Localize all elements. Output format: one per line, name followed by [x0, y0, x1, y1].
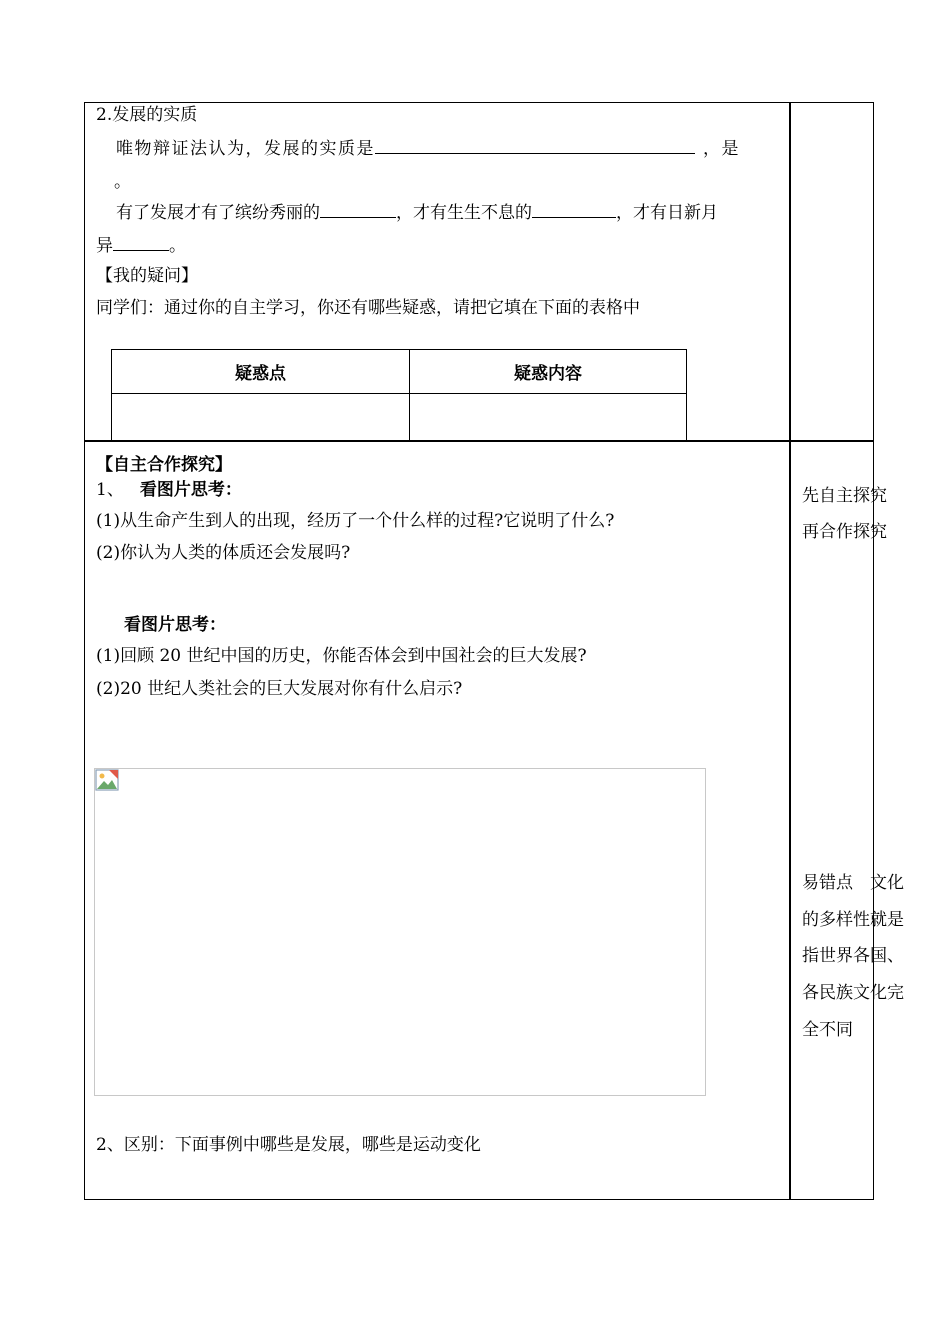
column-divider [789, 102, 791, 1200]
question-2b: (2)20 世纪人类社会的巨大发展对你有什么启示? [96, 679, 463, 699]
question-1b: (2)你认为人类的体质还会发展吗? [96, 543, 351, 563]
question-1-title: 1、 看图片思考： [96, 480, 242, 500]
doubt-header-point: 疑惑点 [112, 350, 410, 394]
side-note-1a: 先自主探究 [802, 486, 887, 506]
blank-field[interactable] [375, 137, 695, 154]
inquiry-heading: 【自主合作探究】 [96, 455, 232, 475]
blank-field[interactable] [532, 201, 616, 218]
image-placeholder [94, 768, 706, 1096]
side-note-2d: 各民族文化完 [802, 983, 904, 1003]
question-1a: (1)从生命产生到人的出现，经历了一个什么样的过程?它说明了什么? [96, 511, 615, 531]
essence-line-3: 有了发展才有了缤纷秀丽的 ，才有生生不息的 ，才有日新月 [116, 203, 718, 223]
side-note-2a: 易错点 文化 [802, 873, 904, 893]
side-note-2c: 指世界各国、 [802, 946, 904, 966]
question-3: 2、区别：下面事例中哪些是发展，哪些是运动变化 [96, 1135, 481, 1155]
essence-line-2: 。 [114, 172, 131, 192]
question-2a: (1)回顾 20 世纪中国的历史，你能否体会到中国社会的巨大发展? [96, 646, 587, 666]
my-doubt-heading: 【我的疑问】 [96, 266, 198, 286]
section-heading-essence: 2.发展的实质 [96, 105, 198, 125]
doubt-table [111, 349, 687, 441]
broken-image-icon [95, 769, 119, 791]
doubt-instruction: 同学们：通过你的自主学习，你还有哪些疑惑，请把它填在下面的表格中 [96, 298, 640, 318]
side-note-1b: 再合作探究 [802, 522, 887, 542]
essence-line-4: 异 。 [96, 236, 186, 256]
blank-field[interactable] [113, 234, 169, 251]
side-note-2e: 全不同 [802, 1020, 853, 1040]
blank-field[interactable] [320, 201, 396, 218]
essence-line-1: 唯物辩证法认为，发展的实质是 ，是 [116, 139, 740, 159]
doubt-cell-point[interactable] [112, 394, 410, 441]
doubt-header-content: 疑惑内容 [410, 350, 687, 394]
side-note-2b: 的多样性就是 [802, 910, 904, 930]
question-2-title: 看图片思考： [124, 615, 226, 635]
doubt-cell-content[interactable] [410, 394, 687, 441]
